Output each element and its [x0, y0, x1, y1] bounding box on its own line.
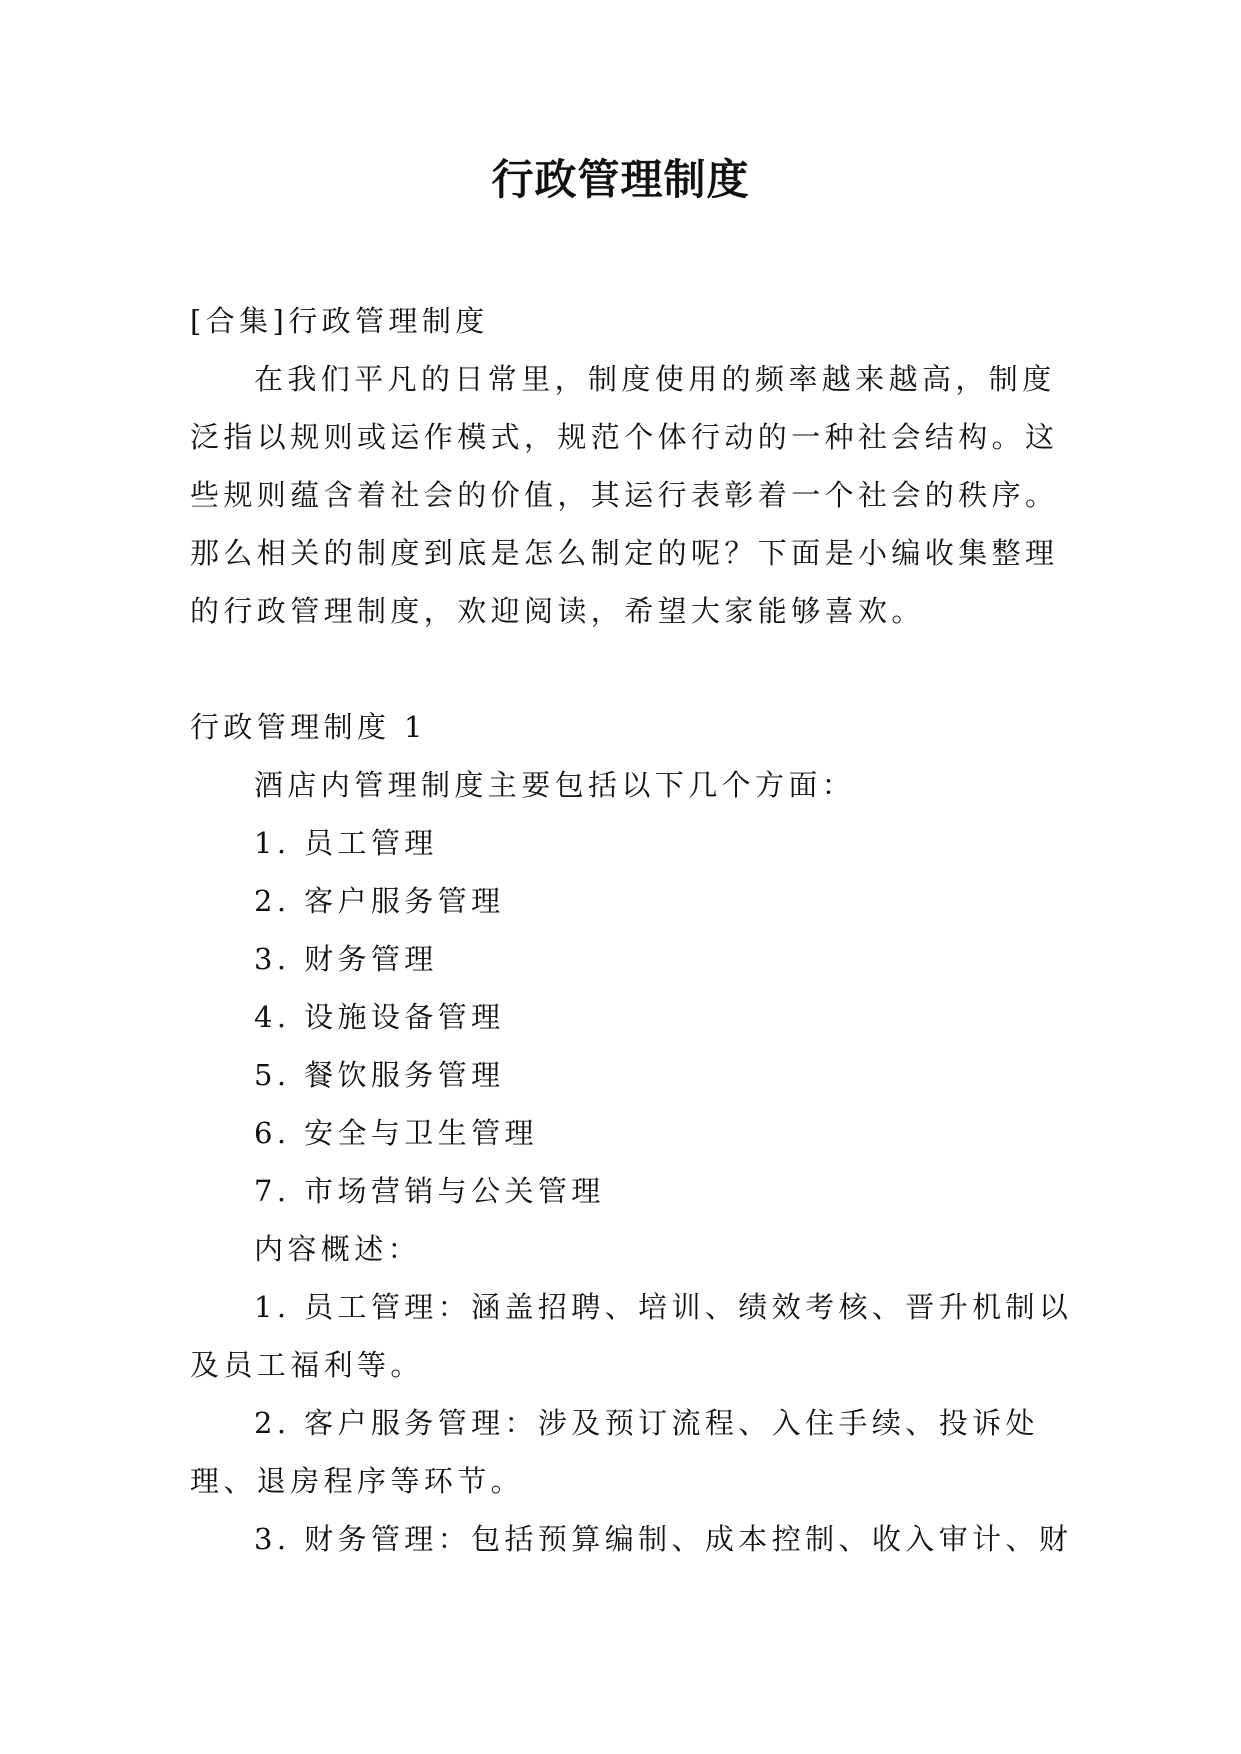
- overview-label: 内容概述：: [254, 1232, 422, 1266]
- paragraph-spacer: [190, 640, 1080, 698]
- list-item: 5. 餐饮服务管理: [254, 1058, 505, 1092]
- list-item: 2. 客户服务管理: [254, 884, 505, 918]
- overview-paragraph: 3. 财务管理：包括预算编制、成本控制、收入审计、财: [254, 1522, 1073, 1556]
- list-item: 7. 市场营销与公关管理: [254, 1174, 605, 1208]
- section-heading: 行政管理制度 1: [190, 710, 427, 744]
- collection-label: [合集]行政管理制度: [190, 304, 489, 338]
- list-item: 4. 设施设备管理: [254, 1000, 505, 1034]
- list-item: 3. 财务管理: [254, 942, 438, 976]
- section-intro: 酒店内管理制度主要包括以下几个方面：: [254, 768, 856, 802]
- intro-paragraph: 在我们平凡的日常里，制度使用的频率越来越高，制度泛指以规则或运作模式，规范个体行动的一种社会结构。这些规则蕴含着社会的价值，其运行表彰着一个社会的秩序。那么相关的制度到底是怎么制定的呢？下面是小编收集整理的行政管理制度，欢迎阅读，希望大家能够喜欢。: [190, 362, 1059, 628]
- overview-paragraph: 2. 客户服务管理：涉及预订流程、入住手续、投诉处理、退房程序等环节。: [190, 1406, 1039, 1498]
- document-body: [190, 292, 1080, 1568]
- list-item: 1. 员工管理: [254, 826, 438, 860]
- document-title: 行政管理制度: [491, 155, 750, 204]
- overview-paragraph: 1. 员工管理：涵盖招聘、培训、绩效考核、晋升机制以及员工福利等。: [190, 1290, 1073, 1382]
- list-item: 6. 安全与卫生管理: [254, 1116, 538, 1150]
